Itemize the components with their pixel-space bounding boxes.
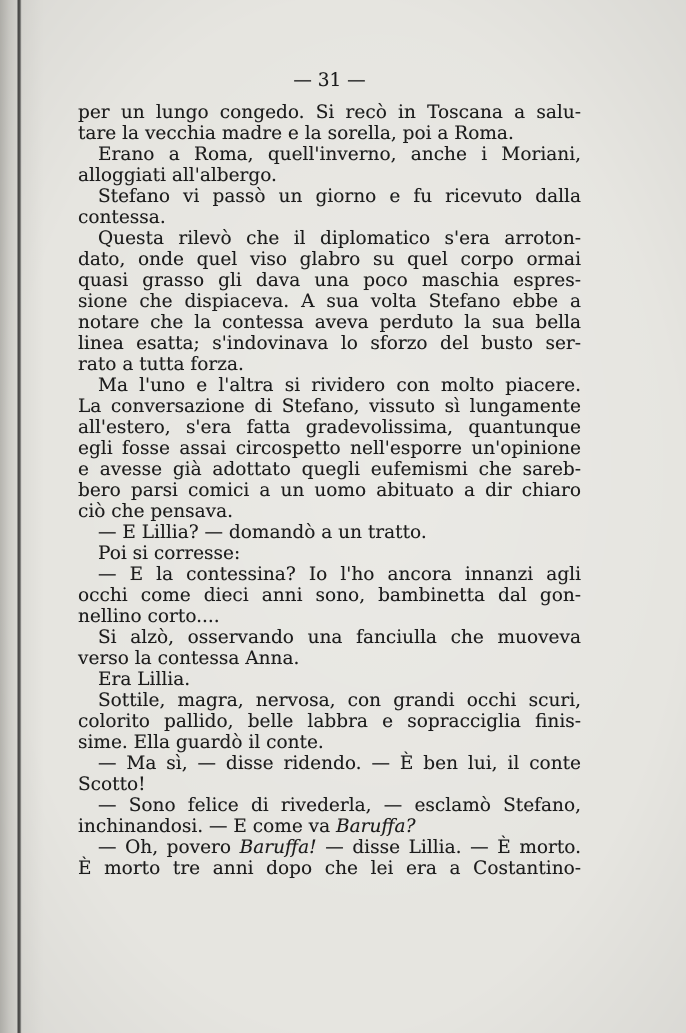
text-line: colorito pallido, belle labbra e sopracciglia finis-: [78, 711, 581, 732]
page-body: [78, 102, 581, 879]
text-line: rato a tutta forza.: [78, 354, 244, 375]
paragraph: [78, 564, 581, 627]
text-line: dato, onde quel viso glabro su quel corpo ormai: [78, 249, 581, 270]
text-line: e avesse già adottato quegli eufemismi che sareb-: [78, 459, 581, 480]
text-line: Erano a Roma, quell'inverno, anche i Moriani,: [98, 144, 581, 165]
paragraph: [78, 522, 581, 543]
text-line: Era Lillia.: [98, 669, 191, 690]
text-line: ciò che pensava.: [78, 501, 233, 522]
paragraph: [78, 669, 581, 690]
text-line: tare la vecchia madre e la sorella, poi a Roma.: [78, 123, 514, 144]
text-line: alloggiati all'albergo.: [78, 165, 277, 186]
binding-edge: [0, 0, 44, 1033]
paragraph: [78, 753, 581, 795]
paragraph: [78, 144, 581, 186]
text-line: verso la contessa Anna.: [78, 648, 300, 669]
text-line: notare che la contessa aveva perduto la sua bella: [78, 312, 581, 333]
text-line: — E Lillia? — domandò a un tratto.: [98, 522, 427, 543]
paragraph: [78, 795, 581, 837]
text-line: sione che dispiaceva. A sua volta Stefano ebbe a: [78, 291, 581, 312]
text-span: — Oh, povero: [98, 837, 240, 858]
paragraph: [78, 102, 581, 144]
text-span: — disse Lillia. — È morto.: [316, 837, 581, 858]
text-line: [78, 837, 581, 858]
text-line: linea esatta; s'indovinava lo sforzo del busto ser-: [78, 333, 581, 354]
text-line: Sottile, magra, nervosa, con grandi occhi scuri,: [98, 690, 581, 711]
paragraph: [78, 837, 581, 879]
paragraph: [78, 375, 581, 522]
text-line: sime. Ella guardò il conte.: [78, 732, 324, 753]
text-line: egli fosse assai circospetto nell'esporre un'opinione: [78, 438, 581, 459]
paragraph: [78, 228, 581, 375]
text-line: occhi come dieci anni sono, bambinetta dal gon-: [78, 585, 581, 606]
text-line: — Ma sì, — disse ridendo. — È ben lui, il conte: [98, 753, 581, 774]
text-line: nellino corto....: [78, 606, 220, 627]
italic-word: Baruffa!: [239, 837, 317, 858]
text-line: È morto tre anni dopo che lei era a Costantino-: [78, 858, 581, 879]
text-line: — Sono felice di rivederla, — esclamò Stefano,: [98, 795, 581, 816]
page-number: — 31 —: [293, 70, 366, 91]
text-line: Stefano vi passò un giorno e fu ricevuto dalla: [98, 186, 581, 207]
text-line: Scotto!: [78, 774, 146, 795]
text-line: Ma l'uno e l'altra si rividero con molto piacere.: [98, 375, 581, 396]
paragraph: [78, 690, 581, 753]
text-line: per un lungo congedo. Si recò in Toscana a salu-: [78, 102, 581, 123]
paragraph: [78, 627, 581, 669]
text-line: La conversazione di Stefano, vissuto sì lungamente: [78, 396, 581, 417]
text-line: [78, 816, 581, 837]
paragraph: [78, 186, 581, 228]
paragraph: [78, 543, 581, 564]
text-line: all'estero, s'era fatta gradevolissima, quantunque: [78, 417, 581, 438]
text-line: Poi si corresse:: [98, 543, 241, 564]
text-line: Si alzò, osservando una fanciulla che muoveva: [98, 627, 581, 648]
italic-word: Baruffa?: [336, 816, 416, 837]
text-line: contessa.: [78, 207, 166, 228]
text-line: bero parsi comici a un uomo abituato a dir chiaro: [78, 480, 581, 501]
text-line: — E la contessina? Io l'ho ancora innanzi agli: [98, 564, 581, 585]
text-line: quasi grasso gli dava una poco maschia espres-: [78, 270, 581, 291]
text-line: Questa rilevò che il diplomatico s'era arroton-: [98, 228, 581, 249]
text-span: inchinandosi. — E come va: [78, 816, 337, 837]
